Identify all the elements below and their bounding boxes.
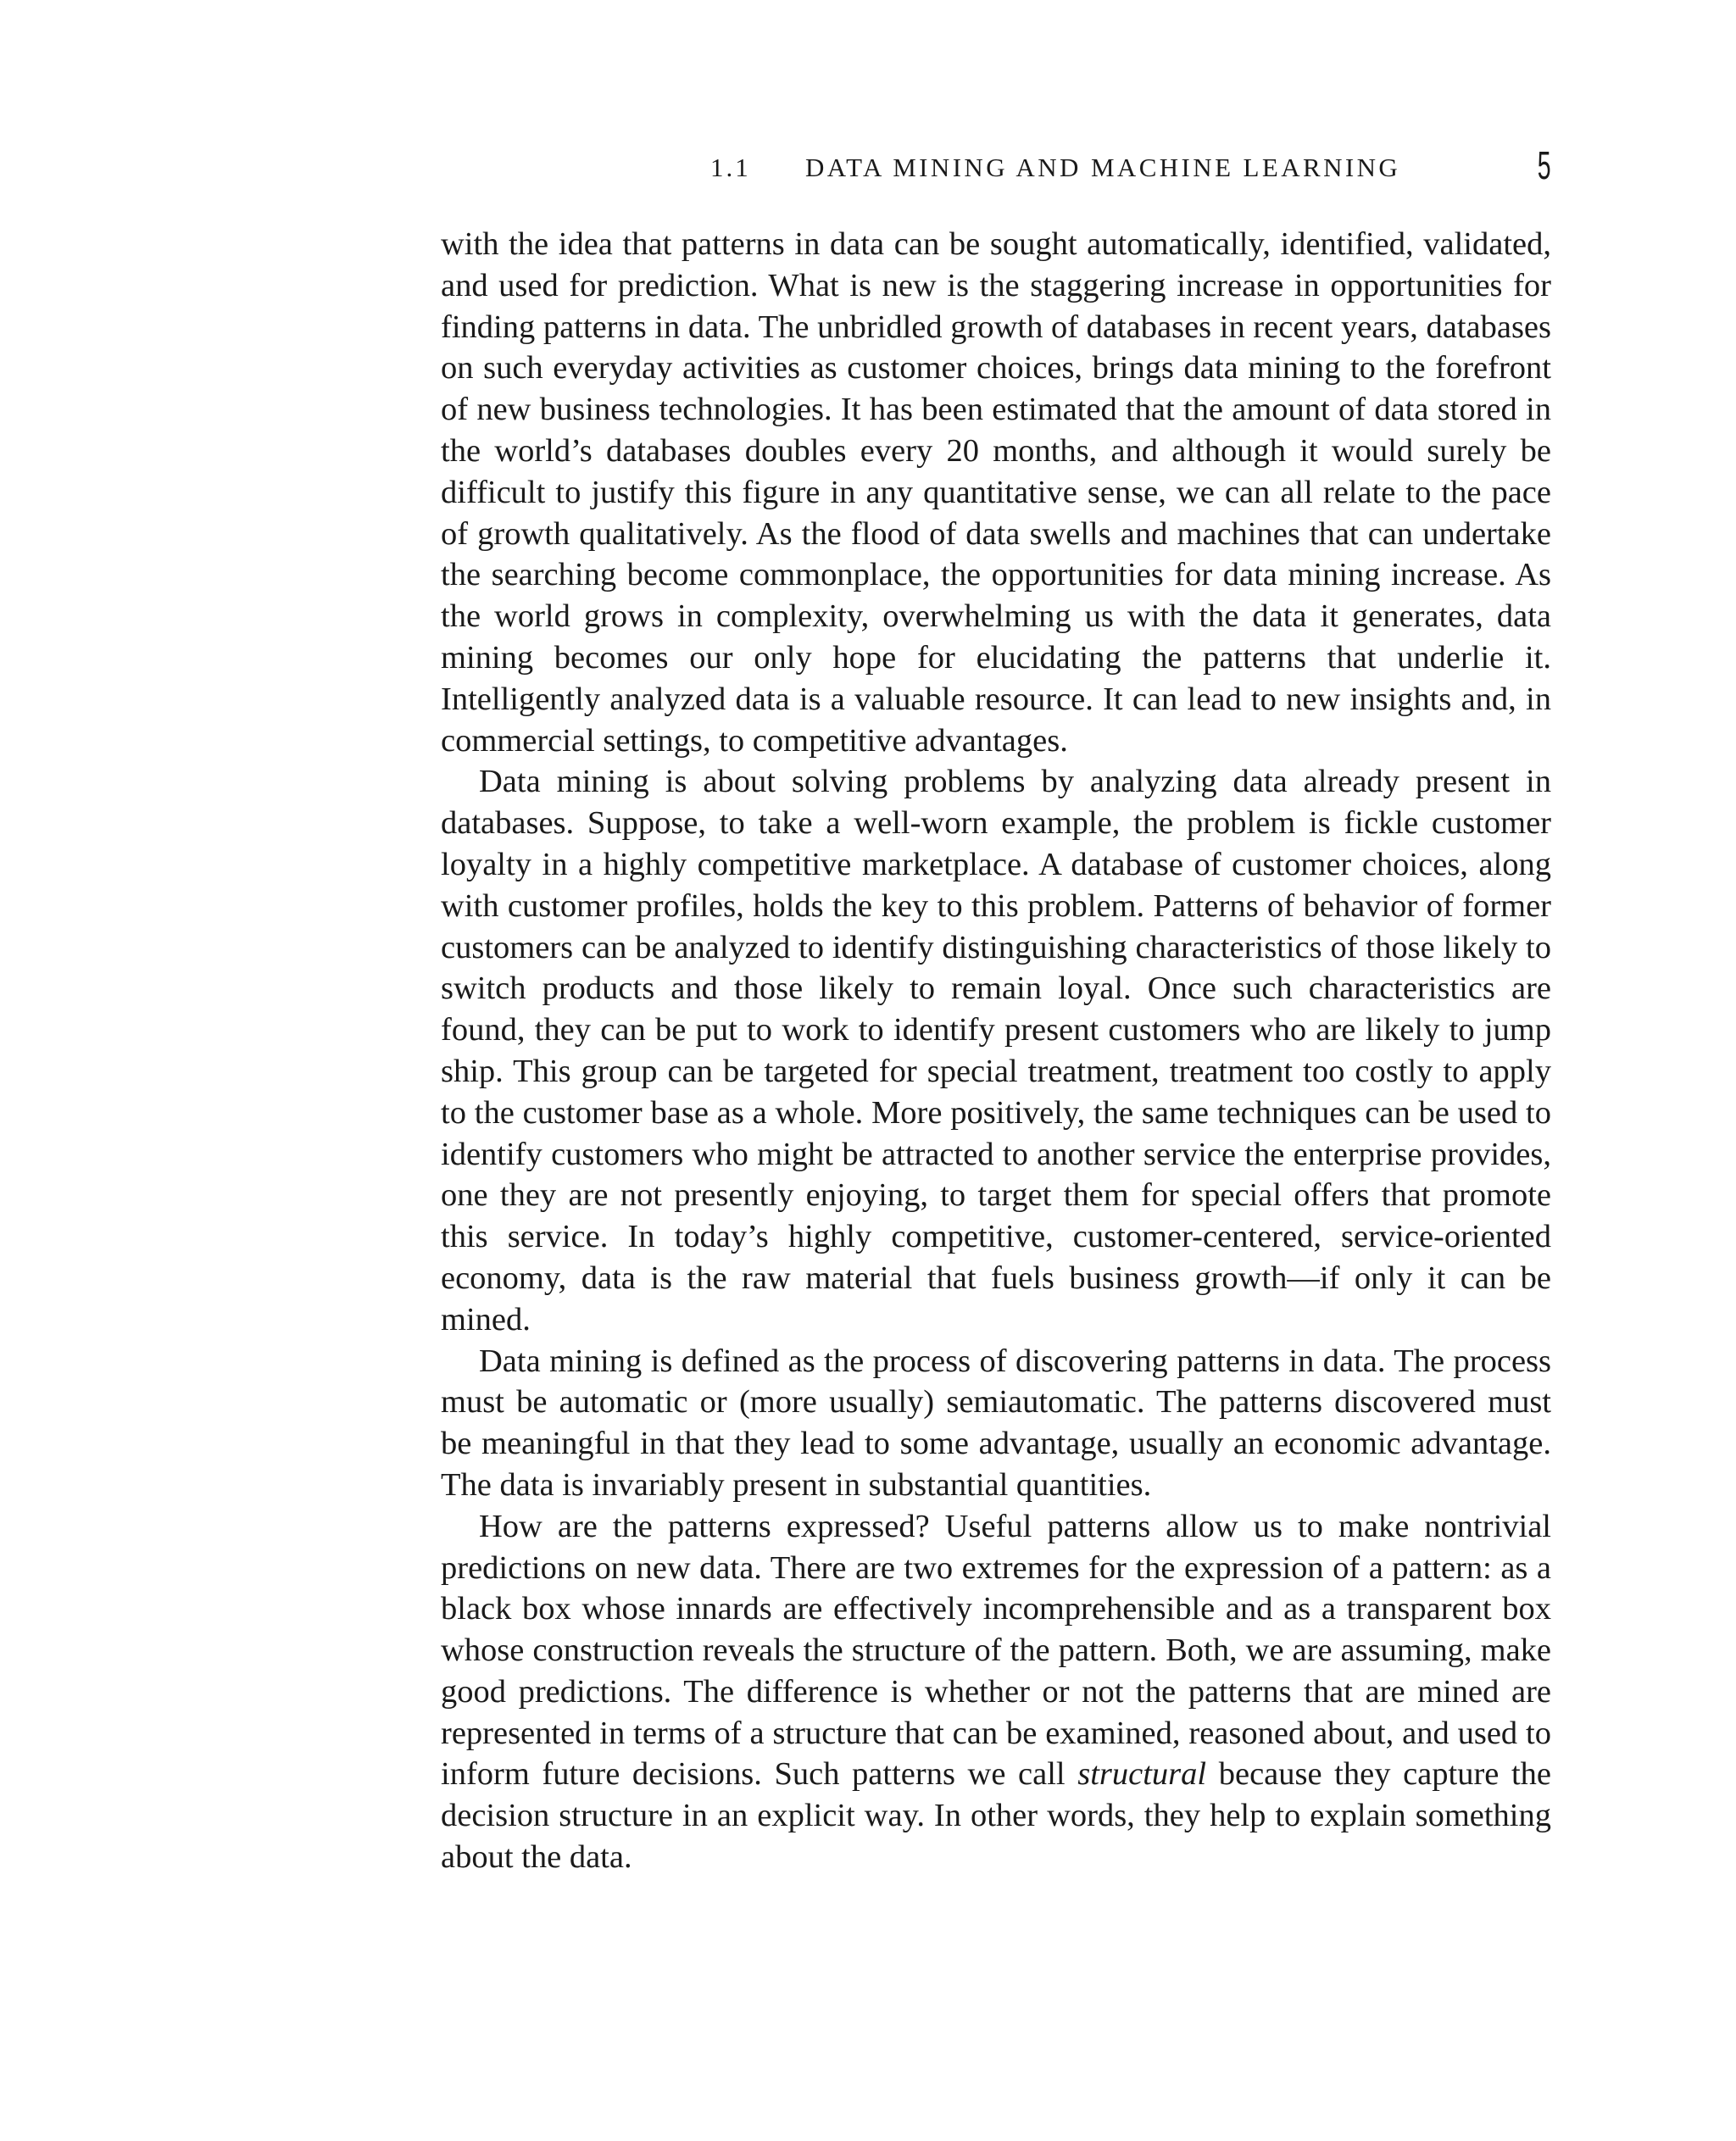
paragraph-3: Data mining is defined as the process of discovering patterns in data. The process must be automatic or (more usually) semiautomatic. The patterns discovered must be meaningful in that they lead to some advantage, usually an economic advantage. The data is invariably present in substantial quantities. — [441, 1343, 1551, 1503]
section-title: DATA MINING AND MACHINE LEARNING — [805, 153, 1401, 182]
running-head — [441, 142, 1551, 193]
section-number: 1.1 — [710, 153, 751, 182]
body-text — [441, 224, 1551, 1878]
emphasis-structural: structural — [1077, 1756, 1207, 1793]
paragraph-1: with the idea that patterns in data can be sought automatically, identified, validated, and used for prediction. What is new is the staggering increase in opportunities for finding patterns in data. The unbridled growth of databases in recent years, databases on such everyday activities as customer choices, brings data mining to the forefront of new business technologies. It has been estimated that the amount of data stored in the world’s databases doubles every 20 months, and although it would surely be difficult to justify this figure in any quantitative sense, we can all relate to the pace of growth qualitatively. As the flood of data swells and machines that can undertake the searching become commonplace, the opportunities for data mining increase. As the world grows in complexity, overwhelming us with the data it generates, data mining becomes our only hope for elucidating the patterns that underlie it. Intelligently analyzed data is a valuable resource. It can lead to new insights and, in commercial settings, to competitive advantages. — [441, 226, 1551, 759]
page-number: 5 — [1538, 143, 1551, 187]
paragraph-4-text-after: because they capture the decision structure in an explicit way. In other words, they help to explain something about the data. — [441, 1756, 1551, 1876]
paragraph-4 — [441, 1506, 1551, 1878]
paragraph-4-text-before: How are the patterns expressed? Useful patterns allow us to make nontrivial predictions on new data. There are two extremes for the expression of a pattern: as a black box whose innards are effectively incomprehensible and as a transparent box whose construction reveals the structure of the pattern. Both, we are assuming, make good predictions. The difference is whether or not the patterns that are mined are represented in terms of a structure that can be examined, reasoned about, and used to inform future decisions. Such patterns we call — [441, 1508, 1551, 1793]
paragraph-2: Data mining is about solving problems by analyzing data already present in databases. Suppose, to take a well-worn example, the problem is fickle customer loyalty in a highly competitive marketplace. A database of customer choices, along with customer profiles, holds the key to this problem. Patterns of behavior of former customers can be analyzed to identify distinguishing characteristics of those likely to switch products and those likely to remain loyal. Once such characteristics are found, they can be put to work to identify present customers who are likely to jump ship. This group can be targeted for special treatment, treatment too costly to apply to the customer base as a whole. More positively, the same techniques can be used to identify customers who might be attracted to another service the enterprise provides, one they are not presently enjoying, to target them for special offers that promote this service. In today’s highly competitive, customer-centered, service-oriented economy, data is the raw material that fuels business growth—if only it can be mined. — [441, 764, 1551, 1337]
